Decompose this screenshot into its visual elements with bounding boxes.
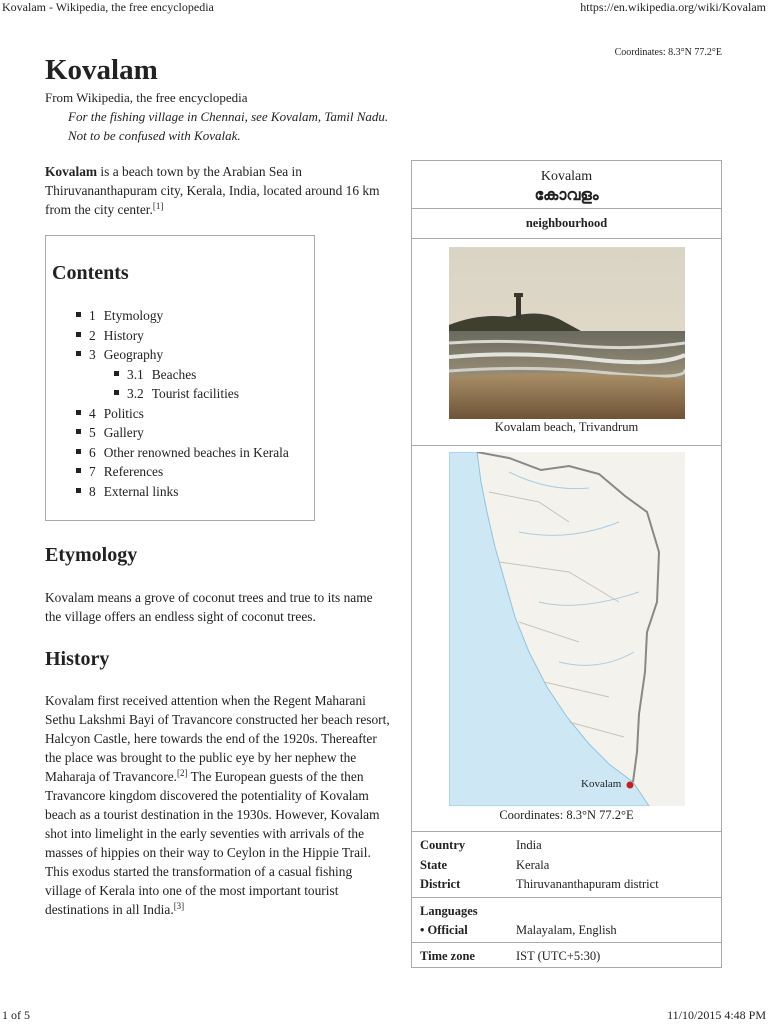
ref-3[interactable]: [3]: [173, 901, 185, 911]
coordinates-link[interactable]: Coordinates: 8.3°N 77.2°E: [614, 47, 722, 58]
intro-paragraph: [45, 162, 390, 219]
toc-item-external-links[interactable]: 8 External links: [76, 482, 178, 501]
site-subtitle: From Wikipedia, the free encyclopedia: [45, 90, 248, 105]
toc-item-history[interactable]: 2 History: [76, 326, 144, 345]
heading-history: History: [45, 648, 110, 670]
label-state: State: [420, 858, 448, 872]
ref-2[interactable]: [2]: [177, 768, 188, 778]
infobox-name: Kovalam: [540, 169, 593, 184]
label-official: • Official: [420, 923, 468, 937]
toc-item-politics[interactable]: 4 Politics: [76, 404, 144, 423]
infobox-coordinates[interactable]: Coordinates: 8.3°N 77.2°E: [499, 808, 634, 822]
value-district[interactable]: Thiruvananthapuram district: [516, 877, 659, 891]
photo-caption: Kovalam beach, Trivandrum: [494, 420, 639, 434]
label-time-zone[interactable]: Time zone: [420, 949, 475, 963]
toc-item-other-beaches[interactable]: 6 Other renowned beaches in Kerala: [76, 443, 289, 462]
toc-item-etymology[interactable]: 1 Etymology: [76, 306, 163, 325]
value-state[interactable]: Kerala: [516, 858, 550, 872]
page-url[interactable]: https://en.wikipedia.org/wiki/Kovalam: [580, 0, 766, 14]
intro-text[interactable]: is a beach town by the Arabian Sea in Thiruvananthapuram city, Kerala, India, located around 16 km from the city center.: [45, 164, 380, 217]
map-marker-label: Kovalam: [581, 778, 622, 790]
value-time-zone[interactable]: IST (UTC+5:30): [516, 949, 601, 963]
label-district: District: [420, 877, 461, 891]
kerala-locator-map[interactable]: [449, 452, 685, 806]
toc-item-tourist-facilities[interactable]: 3.2 Tourist facilities: [114, 384, 239, 403]
value-country[interactable]: India: [516, 838, 542, 852]
history-text-1[interactable]: Kovalam first received attention when the Regent Maharani Sethu Lakshmi Bayi of Travancore constructed her beach resort, Halcyon Castle, here towards the end of the 1920s. Thereafter the place was brought to the public eye by her nephew the Maharaja of Travancore.: [45, 693, 390, 784]
infobox-type: neighbourhood: [525, 216, 608, 230]
etymology-paragraph: Kovalam means a grove of coconut trees and true to its name the village offers an endless sight of coconut trees.: [45, 590, 373, 624]
beach-photo[interactable]: [449, 247, 685, 419]
print-datetime: 11/10/2015 4:48 PM: [667, 1008, 766, 1022]
value-official-languages[interactable]: Malayalam, English: [516, 923, 617, 937]
infobox-native-name: കോവളം: [534, 185, 599, 204]
ref-1[interactable]: [1]: [152, 201, 164, 211]
hatnote-not-confused[interactable]: Not to be confused with Kovalak.: [68, 128, 241, 143]
toc-item-geography[interactable]: 3 Geography: [76, 345, 163, 364]
intro-bold-term: Kovalam: [45, 164, 98, 179]
hatnote-disambiguation[interactable]: For the fishing village in Chennai, see Kovalam, Tamil Nadu.: [68, 109, 389, 124]
history-text-2[interactable]: The European guests of the then Travancore kingdom discovered the potentiality of Kovalam beach as a tourist destination in the 1930s. However, Kovalam shot into limelight in the early seventies with arrivals of the masses of hippies on their way to Ceylon in the Hippie Trail. This exodus started the transformation of a casual fishing village of Kerala into one of the most important tourist destinations in all India.: [45, 769, 380, 917]
infobox: [411, 160, 722, 968]
history-paragraph: [45, 691, 390, 919]
toc-item-gallery[interactable]: 5 Gallery: [76, 423, 144, 442]
toc-item-beaches[interactable]: 3.1 Beaches: [114, 365, 196, 384]
toc-item-references[interactable]: 7 References: [76, 462, 163, 481]
tab-title: Kovalam - Wikipedia, the free encyclopedia: [2, 0, 214, 14]
table-of-contents: [45, 235, 315, 521]
label-country: Country: [420, 838, 466, 852]
label-languages: Languages: [420, 904, 478, 918]
page-title: Kovalam: [45, 54, 158, 86]
toc-title: Contents: [52, 262, 129, 284]
page-indicator: 1 of 5: [2, 1008, 30, 1022]
heading-etymology: Etymology: [45, 544, 138, 566]
